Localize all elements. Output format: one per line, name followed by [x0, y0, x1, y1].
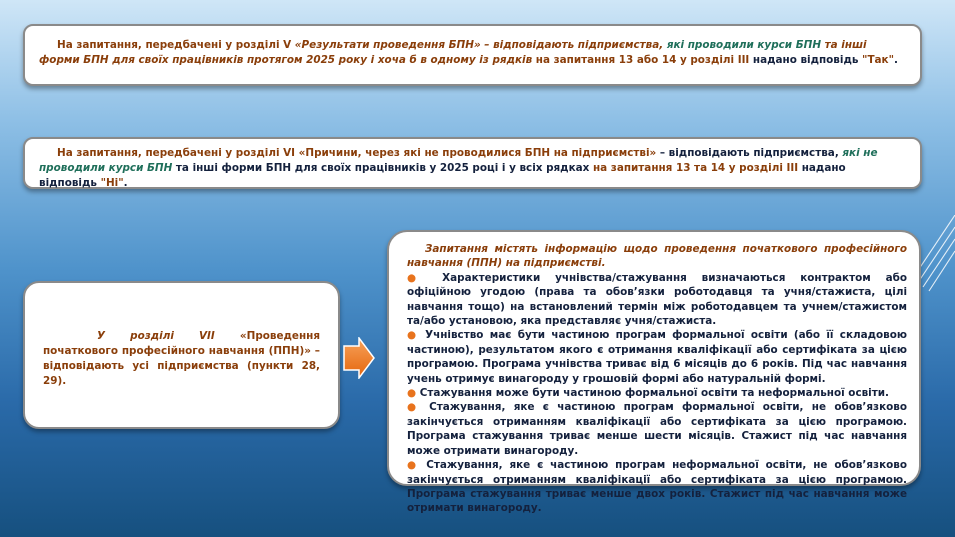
bullet-item: [407, 328, 907, 386]
bullet-icon: ●: [407, 401, 421, 414]
bullet-icon: ●: [407, 459, 420, 472]
highlight-text: які проводили курси БПН: [666, 39, 822, 51]
bullet-text: Стажування, яке є частиною програм неформальної освіти, не обов’язково закінчується отриманням кваліфікації або сертифіката за цією програмою. Програма стажування триває менше двох років. Стажист під час навчання може отримати винагороду.: [407, 459, 907, 515]
bullet-icon: ●: [407, 387, 417, 400]
bullet-text: Стажування може бути частиною формальної освіти та неформальної освіти.: [419, 387, 889, 400]
note-text: – відповідають підприємства,: [656, 147, 843, 159]
bullet-text: Стажування, яке є частиною програм формальної освіти, не обов’язково закінчується отриманням кваліфікації або сертифіката за цією програмою. Програма стажування триває менше шести місяців. Стажист під час навчання може отримати винагороду.: [407, 401, 907, 457]
note-text: На запитання, передбачені у розділі VІ: [57, 147, 299, 159]
section-title: «Причини, через які не проводилися БПН на підприємстві»: [298, 147, 657, 159]
highlight-text: на запитання 13 або 14 у розділі ІІІ: [535, 54, 750, 66]
highlight-text: на запитання 13 та 14 у розділі ІІІ: [592, 162, 799, 174]
note-text: та інші форми БПН для своїх працівників протягом 2025 року і хоча б в одному із рядків: [39, 39, 867, 66]
decorative-lines: [915, 215, 955, 325]
note-text: .: [894, 54, 898, 66]
answer-text: "Так": [862, 54, 895, 66]
note-text: надано відповідь: [39, 162, 846, 189]
bullet-icon: ●: [407, 271, 428, 284]
bullet-icon: ●: [407, 329, 419, 342]
heading-text: Запитання містять інформацію щодо проведення початкового професійного навчання (ППН) на підприємстві.: [407, 243, 907, 270]
ppn-info-box: [387, 230, 921, 515]
arrow-right-icon: [342, 337, 376, 379]
bullet-text: Характеристики учнівства/стажування визначаються контрактом або офіційною угодою (права та обов’язки роботодавця та учня/стажиста, цілі навчання тощо) на встановлений термін між роботодавцем та учнем/стажистом та/або установою, яка представляє учня/стажиста.: [407, 271, 907, 328]
bullet-text: Учнівство має бути частиною програм формальної освіти (або її складовою частиною), результатом якого є отримання кваліфікації або сертифіката за цією програмою. Програма учнівства триває від 6 місяців до 6 років. Під час навчання учень отримує винагороду у грошовій формі або натуральній формі.: [407, 329, 907, 385]
answer-text: "Ні": [100, 177, 124, 189]
section-vii-note: [23, 281, 340, 429]
bullet-item: [407, 386, 907, 400]
note-text: та інші форми БПН для своїх працівників у 2025 році і у всіх рядках: [172, 162, 593, 174]
note-text: – відповідають підприємства,: [480, 39, 667, 51]
note-text: «Проведення початкового професійного навчання (ППН)» – відповідають усі підприємства (пункти 28, 29).: [43, 330, 320, 387]
note-text: На запитання, передбачені у розділі V: [57, 39, 295, 51]
highlight-text: які не проводили курси БПН: [39, 147, 878, 174]
section-reference: У розділі VII: [97, 330, 215, 342]
info-heading: [407, 242, 907, 271]
bullet-item: [407, 400, 907, 458]
bullet-item: [407, 458, 907, 516]
section-title: «Результати проведення БПН»: [294, 39, 481, 51]
section-v-note: [23, 24, 922, 86]
section-vi-note: [23, 137, 922, 189]
note-text: .: [123, 177, 128, 189]
note-text: надано відповідь: [749, 54, 863, 66]
bullet-item: [407, 271, 907, 329]
